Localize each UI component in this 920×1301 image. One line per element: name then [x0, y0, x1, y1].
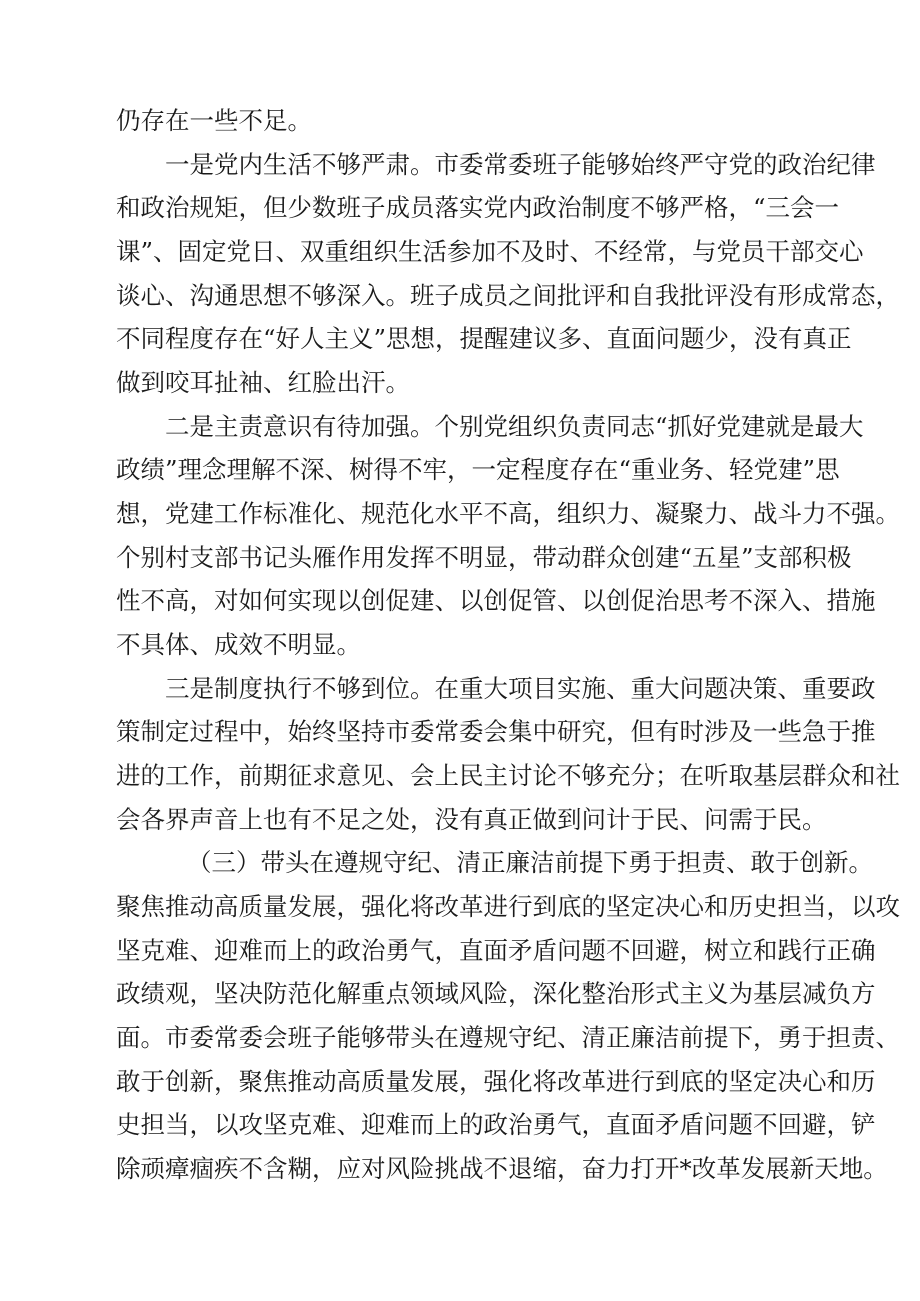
text-line: 不具体、成效不明显。 — [116, 630, 361, 659]
text-line: 敢于创新，聚焦推动高质量发展，强化将改革进行到底的坚定决心和历 — [116, 1067, 876, 1096]
text-line: 面。市委常委会班子能够带头在遵规守纪、清正廉洁前提下，勇于担责、 — [116, 1023, 900, 1052]
text-line: 策制定过程中，始终坚持市委常委会集中研究，但有时涉及一些急于推 — [116, 717, 876, 746]
text-line: 聚焦推动高质量发展，强化将改革进行到底的坚定决心和历史担当，以攻 — [116, 892, 900, 921]
text-line: 个别村支部书记头雁作用发挥不明显，带动群众创建“五星”支部积极 — [116, 543, 852, 572]
paragraph-3-heading-line: 三是制度执行不够到位。在重大项目实施、重大问题决策、重要政 — [165, 674, 876, 703]
section-heading-line: （三）带头在遵规守纪、清正廉洁前提下勇于担责、敢于创新。 — [187, 848, 873, 877]
text-line: 谈心、沟通思想不够深入。班子成员之间批评和自我批评没有形成常态， — [116, 281, 900, 310]
paragraph-1-heading-line: 一是党内生活不够严肃。市委常委班子能够始终严守党的政治纪律 — [165, 150, 876, 179]
text-line: 和政治规矩，但少数班子成员落实党内政治制度不够严格，“三会一 — [116, 193, 840, 222]
text-line: 不同程度存在“好人主义”思想，提醒建议多、直面问题少，没有真正 — [116, 324, 852, 353]
text-line: 仍存在一些不足。 — [116, 106, 312, 135]
text-line: 做到咬耳扯袖、红脸出汗。 — [116, 368, 410, 397]
text-line: 史担当，以攻坚克难、迎难而上的政治勇气，直面矛盾问题不回避，铲 — [116, 1110, 876, 1139]
paragraph-2-heading-line: 二是主责意识有待加强。个别党组织负责同志“抓好党建就是最大 — [165, 412, 864, 441]
text-line: 坚克难、迎难而上的政治勇气，直面矛盾问题不回避，树立和践行正确 — [116, 936, 876, 965]
text-line: 政绩”理念理解不深、树得不牢，一定程度存在“重业务、轻党建”思 — [116, 455, 840, 484]
text-line: 想，党建工作标准化、规范化水平不高，组织力、凝聚力、战斗力不强。 — [116, 499, 900, 528]
text-line: 进的工作，前期征求意见、会上民主讨论不够充分；在听取基层群众和社 — [116, 761, 900, 790]
text-line: 课”、固定党日、双重组织生活参加不及时、不经常，与党员干部交心 — [116, 237, 864, 266]
text-line: 除顽瘴痼疾不含糊，应对风险挑战不退缩，奋力打开*改革发展新天地。 — [116, 1154, 888, 1183]
text-line: 性不高，对如何实现以创促建、以创促管、以创促治思考不深入、措施 — [116, 586, 876, 615]
text-line: 政绩观，坚决防范化解重点领域风险，深化整治形式主义为基层减负方 — [116, 979, 876, 1008]
text-line: 会各界声音上也有不足之处，没有真正做到问计于民、问需于民。 — [116, 805, 827, 834]
